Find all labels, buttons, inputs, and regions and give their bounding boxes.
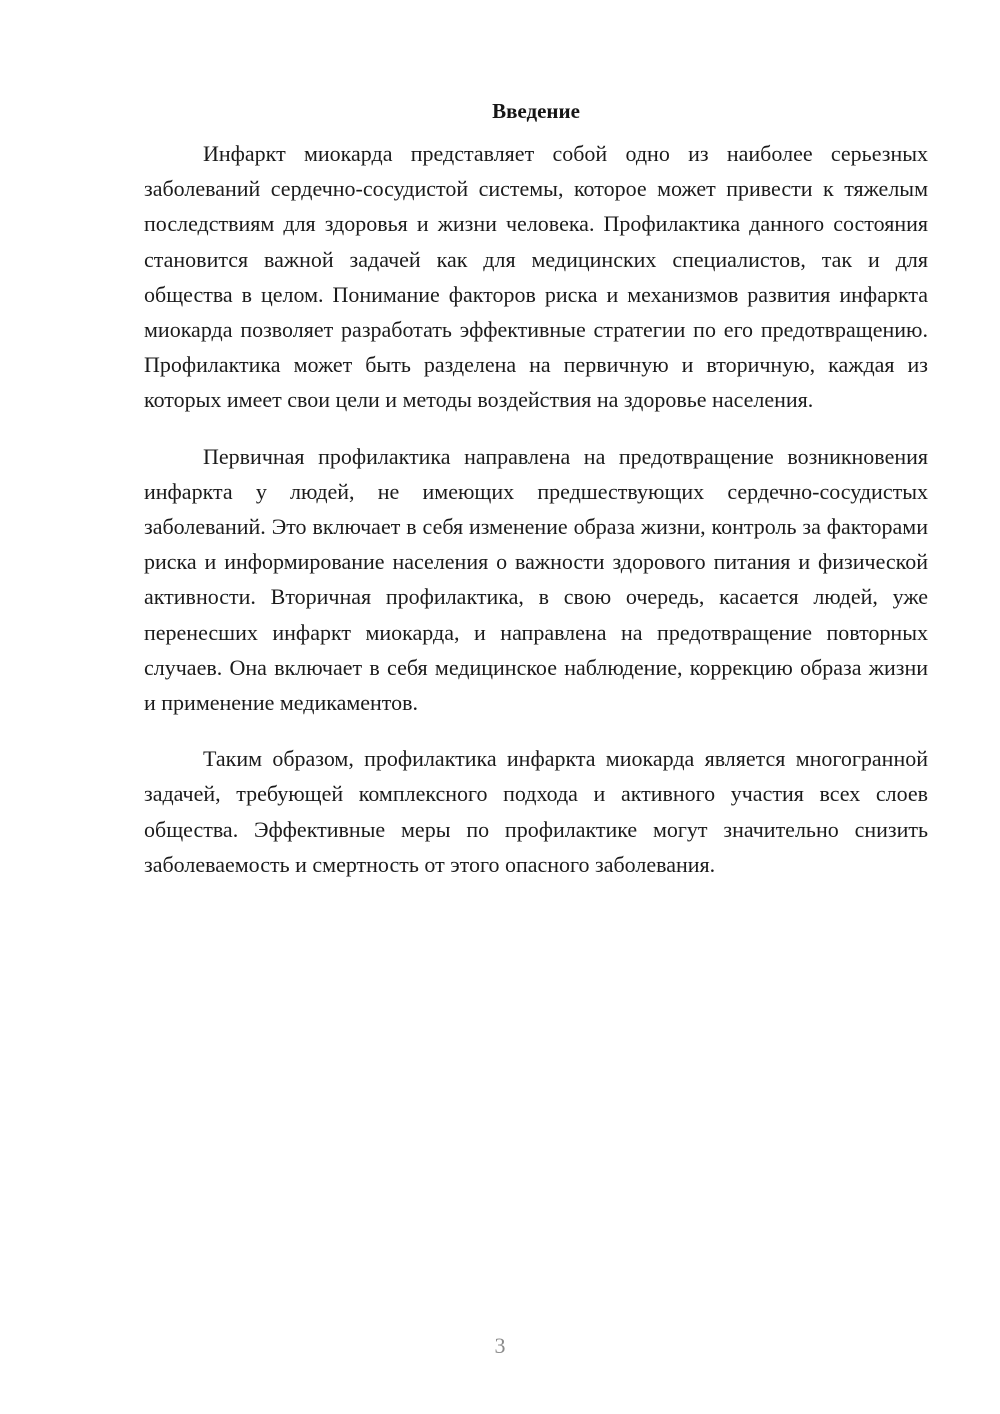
- page-number: 3: [494, 1333, 506, 1358]
- paragraph-conclusion: Таким образом, профилактика инфаркта миокарда является многогранной задачей, требующей комплексного подхода и активного участия всех слоев общества. Эффективные меры по профилактике могут значительно снизить заболеваемость и смертность от этого опасного заболевания.: [144, 746, 928, 877]
- paragraph-introduction: Инфаркт миокарда представляет собой одно из наиболее серьезных заболеваний сердечно-сосудистой системы, которое может привести к тяжелым последствиям для здоровья и жизни человека. Профилактика данного состояния становится важной задачей как для медицинских специалистов, так и для общества в целом. Понимание факторов риска и механизмов развития инфаркта миокарда позволяет разработать эффективные стратегии по его предотвращению. Профилактика может быть разделена на первичную и вторичную, каждая из которых имеет свои цели и методы воздействия на здоровье населения.: [144, 141, 928, 413]
- page-content: [144, 96, 928, 882]
- paragraph-prevention-types: Первичная профилактика направлена на предотвращение возникновения инфаркта у людей, не имеющих предшествующих сердечно-сосудистых заболеваний. Это включает в себя изменение образа жизни, контроль за факторами риска и информирование населения о важности здорового питания и физической активности. Вторичная профилактика, в свою очередь, касается людей, уже перенесших инфаркт миокарда, и направлена на предотвращение повторных случаев. Она включает в себя медицинское наблюдение, коррекцию образа жизни и применение медикаментов.: [144, 443, 928, 716]
- section-heading: Введение: [492, 99, 580, 123]
